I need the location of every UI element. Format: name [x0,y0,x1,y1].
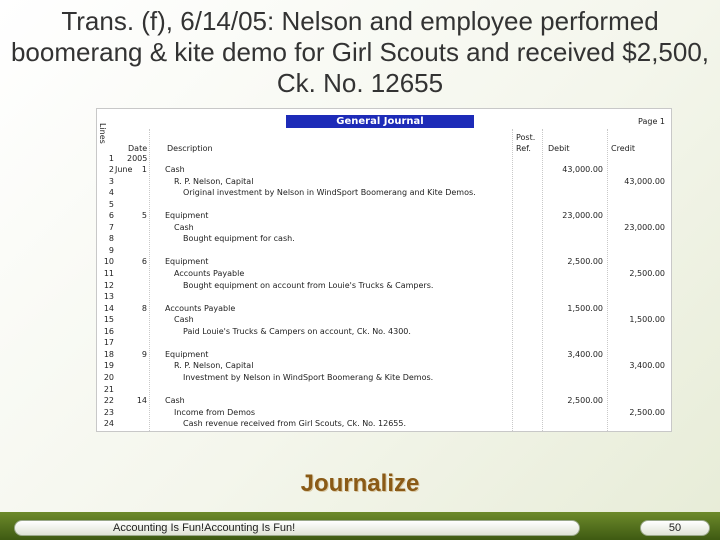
journal-row [97,233,671,245]
journal-row [97,245,671,257]
line-number: 8 [108,234,114,244]
description: R. P. Nelson, Capital [174,176,254,186]
debit-amount: 2,500.00 [567,396,603,406]
line-number: 2 [108,165,114,175]
slide-page-number: 50 [640,520,710,536]
header-date: Date [128,144,148,153]
journal-row [97,187,671,199]
journal-row [97,199,671,211]
journal-row [97,210,671,222]
journal-row [97,360,671,372]
line-number: 21 [103,384,114,394]
description: Cash [165,396,185,406]
journal-title: General Journal [286,115,474,128]
description: Equipment [165,257,209,267]
debit-amount: 3,400.00 [567,349,603,359]
header-description: Description [167,144,213,153]
line-number: 9 [108,245,114,255]
header-debit: Debit [548,144,570,153]
journal-row [97,291,671,303]
footer-bar [0,512,720,540]
debit-amount: 1,500.00 [567,303,603,313]
credit-amount: 2,500.00 [629,269,665,278]
description: Cash [165,165,185,175]
credit-amount: 3,400.00 [629,361,665,371]
line-number: 5 [108,199,114,209]
line-number: 23 [103,407,114,417]
credit-amount: 1,500.00 [629,315,665,325]
description: Bought equipment on account from Louie's Trucks & Campers. [183,280,434,290]
line-number: 18 [103,349,114,359]
journal-row [97,326,671,338]
journalize-instruction: Journalize [300,470,420,497]
line-number: 4 [108,188,114,198]
journal-row [97,222,671,234]
line-number: 22 [103,396,114,406]
description: Accounts Payable [165,303,236,313]
description: Original investment by Nelson in WindSport Boomerang and Kite Demos. [183,188,476,198]
date-month: June [115,165,133,175]
general-journal [96,108,672,432]
date-day: 2005 [127,153,148,163]
journal-row [97,418,671,430]
description: R. P. Nelson, Capital [174,361,254,371]
line-number: 24 [103,419,114,429]
line-number: 19 [103,361,114,371]
journal-row [97,384,671,396]
line-number: 17 [103,338,114,348]
line-number: 6 [108,211,114,221]
description: Paid Louie's Trucks & Campers on account, Ck. No. 4300. [183,326,411,336]
description: Income from Demos [174,407,256,417]
description: Equipment [165,349,209,359]
line-number: 7 [108,222,114,232]
footer-text: Accounting Is Fun!Accounting Is Fun! [14,520,580,536]
journal-row [97,268,671,280]
date-day: 1 [141,165,147,175]
description: Cash [174,315,194,325]
line-number: 14 [103,303,114,313]
date-day: 5 [141,211,147,221]
line-number: 15 [103,315,114,325]
debit-amount: 43,000.00 [562,165,603,175]
credit-amount: 43,000.00 [624,176,665,186]
journal-row [97,349,671,361]
credit-amount: 23,000.00 [624,222,665,232]
date-day: 9 [141,349,147,359]
journal-row [97,372,671,384]
line-number: 13 [103,292,114,302]
slide-title: Trans. (f), 6/14/05: Nelson and employee performed boomerang & kite demo for Girl Scouts and received $2,500, Ck. No. 12655 [10,6,710,98]
line-number: 3 [108,176,114,186]
header-post-ref: Post. [516,133,536,142]
journal-row [97,153,671,165]
journal-row [97,176,671,188]
description: Cash revenue received from Girl Scouts, Ck. No. 12655. [183,419,407,429]
line-number: 16 [103,326,114,336]
line-number: 11 [103,269,114,278]
description: Investment by Nelson in WindSport Boomerang & Kite Demos. [183,372,434,382]
date-day: 8 [141,303,147,313]
description: Accounts Payable [174,269,245,278]
date-day: 14 [136,396,147,406]
journal-page-label: Page 1 [638,117,665,126]
line-number: 20 [103,372,114,382]
description: Cash [174,222,194,232]
journal-row [97,407,671,419]
journal-row [97,303,671,315]
debit-amount: 23,000.00 [562,211,603,221]
description: Bought equipment for cash. [183,234,295,244]
header-post-ref-2: Ref. [516,144,531,153]
journal-row [97,337,671,349]
journal-row [97,395,671,407]
line-number: 1 [108,153,114,163]
lines-column-label: Lines [98,123,107,144]
description: Equipment [165,211,209,221]
line-number: 12 [103,280,114,290]
journal-row [97,314,671,326]
journal-row [97,280,671,292]
header-credit: Credit [611,144,636,153]
line-number: 10 [103,257,114,267]
journal-row [97,164,671,176]
journal-row [97,256,671,268]
date-day: 6 [141,257,147,267]
credit-amount: 2,500.00 [629,407,665,417]
debit-amount: 2,500.00 [567,257,603,267]
